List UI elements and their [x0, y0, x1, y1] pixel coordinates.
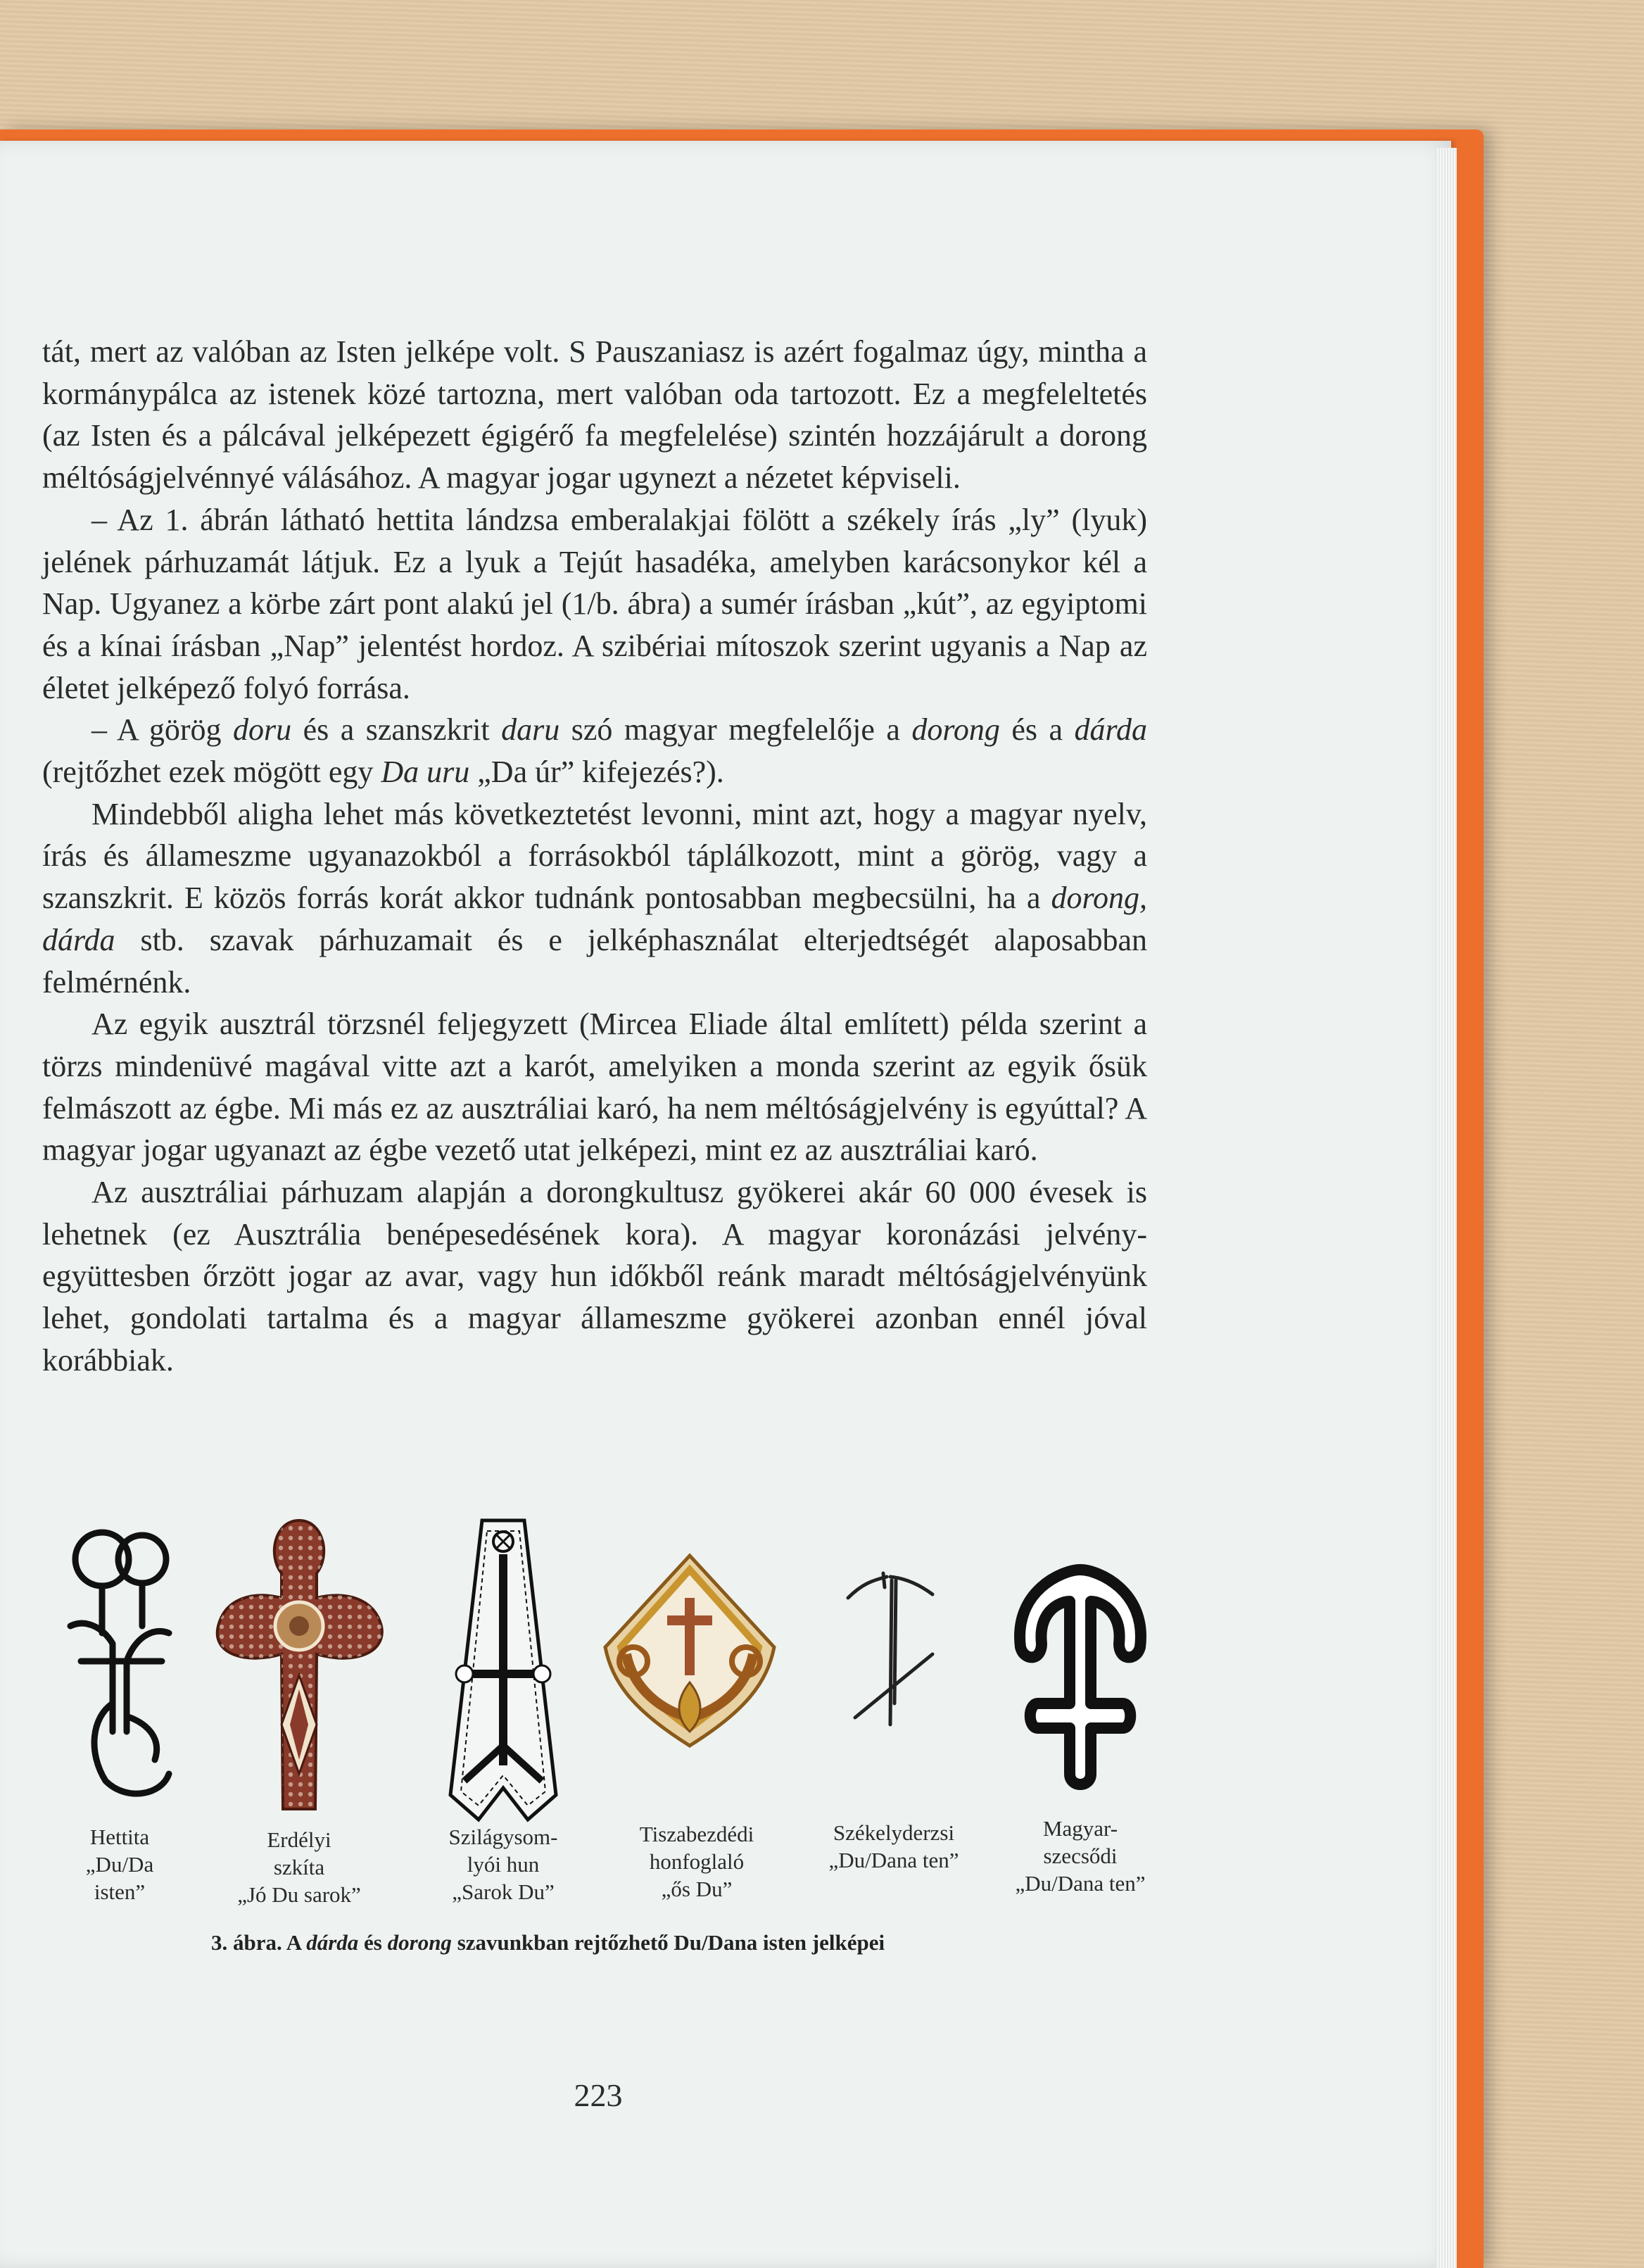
- body-text: [42, 331, 1147, 1382]
- text-run: Mindebből aligha lehet más következtetést levonni, mint azt, hogy a magyar nyelv, írás és állameszme ugyanazokból a forrásokból táplálkozott, mint a görög, vagy a szanszkrit. E közös forrás korát akkor tudnánk pontosabban megbecsülni, ha a: [42, 796, 1147, 916]
- italic-term: dárda: [1074, 712, 1148, 748]
- figure-number: 3. ábra.: [211, 1930, 282, 1955]
- figure-caption-text: [282, 1930, 885, 1955]
- paragraph: [42, 331, 1147, 499]
- figure-caption-1: Hettita „Du/Da isten”: [85, 1825, 154, 1904]
- figure-caption: [211, 1930, 985, 1955]
- text-run: stb. szavak párhuzamait és e jelképhasználat elterjedtségét alaposabban felmérnénk.: [42, 922, 1147, 1000]
- italic-term: dorong: [387, 1930, 452, 1955]
- figure-caption-5: Székelyderzsi „Du/Dana ten”: [828, 1820, 959, 1872]
- tiszabezdedi-plaque-icon: [591, 1549, 788, 1760]
- magyarszecsodi-anchor-icon: [1006, 1563, 1154, 1795]
- text-run: és: [358, 1930, 388, 1955]
- paragraph: [42, 499, 1147, 710]
- text-run: A: [282, 1930, 307, 1955]
- figure-caption-3: Szilágysom- lyói hun „Sarok Du”: [448, 1825, 558, 1904]
- text-run: – Az 1. ábrán látható hettita lándzsa emberalakjai fölött a székely írás „ly” (lyuk) jelének párhuzamát látjuk. Ez a lyuk a Tejút hasadéka, amelyben karácsonykor kél a Nap. Ugyanez a körbe zárt pont alakú jel (1/b. ábra) a sumér írásban „kút”, az egyiptomi és a kínai írásban „Nap” jelentést hordoz. A szibériai mítoszok szerint ugyanis a Nap az életet jelképező folyó forrása.: [42, 502, 1147, 705]
- hettita-symbol-icon: [63, 1520, 176, 1816]
- text-run: szavunkban rejtőzhető Du/Dana isten jelképei: [451, 1930, 885, 1955]
- paragraph: [42, 1003, 1147, 1171]
- italic-term: dorong, dárda: [42, 881, 1147, 957]
- italic-term: Da uru: [381, 755, 470, 790]
- figure-caption-2: Erdélyi szkíta „Jó Du sarok”: [237, 1827, 361, 1907]
- italic-term: doru: [233, 712, 292, 748]
- page-number: 223: [574, 2077, 623, 2113]
- paragraph: [42, 709, 1147, 793]
- figure-caption-6: Magyar- szecsődi „Du/Dana ten”: [1015, 1816, 1146, 1896]
- text-run: szó magyar megfelelője a: [559, 712, 912, 748]
- text-run: és a: [999, 712, 1075, 748]
- text-run: Az egyik ausztrál törzsnél feljegyzett (Mircea Eliade által említett) példa szerint a törzs mindenüvé magával vitte azt a karót, amelyiken a monda szerint az egyik ősük felmászott az égbe. Mi más ez az ausztráliai karó, ha nem méltóságjelvény is egyúttal? A magyar jogar ugyanazt az égbe vezető utat jelképezi, mint ez az ausztráliai karó.: [42, 1007, 1147, 1168]
- paragraph: [42, 1171, 1147, 1382]
- text-run: „Da úr” kifejezés?).: [469, 755, 724, 790]
- page-edge: [1436, 148, 1457, 2268]
- italic-term: dárda: [306, 1930, 359, 1955]
- erdelyi-szkita-cross-icon: [197, 1513, 401, 1823]
- text-run: és a szanszkrit: [291, 712, 502, 748]
- szilagysomlyo-hun-pendant-icon: [443, 1513, 563, 1823]
- italic-term: dorong: [911, 712, 1000, 748]
- paragraph: [42, 793, 1147, 1004]
- figure-row: [28, 1513, 1182, 1922]
- text-run: Az ausztráliai párhuzam alapján a dorongkultusz gyökerei akár 60 000 évesek is lehetnek (ez Ausztrália benépesedésének kora). A magyar koronázási jelvény-együttesben őrzött jogar az avar, vagy hun időkből reánk maradt méltóságjelvényünk lehet, gondolati tartalma és a magyar állameszme gyökerei azonban ennél jóval korábbiak.: [42, 1175, 1147, 1378]
- text-run: – A görög: [91, 712, 233, 748]
- figure-caption-4: Tiszabezdédi honfoglaló „ős Du”: [639, 1822, 754, 1901]
- text-run: (rejtőzhet ezek mögött egy: [42, 755, 381, 790]
- text-run: tát, mert az valóban az Isten jelképe volt. S Pauszaniasz is azért fogalmaz úgy, mintha a kormánypálca az istenek közé tartozna, mert valóban oda tartozott. Ez a megfeleltetés (az Isten és a pálcával jelképezett égigérő fa megfelelése) szintén hozzájárult a dorong méltóságjelvénnyé válásához. A magyar jogar ugynezt a nézetet képviseli.: [42, 334, 1147, 496]
- szekelyderzsi-rune-icon: [834, 1563, 947, 1746]
- italic-term: daru: [501, 712, 560, 748]
